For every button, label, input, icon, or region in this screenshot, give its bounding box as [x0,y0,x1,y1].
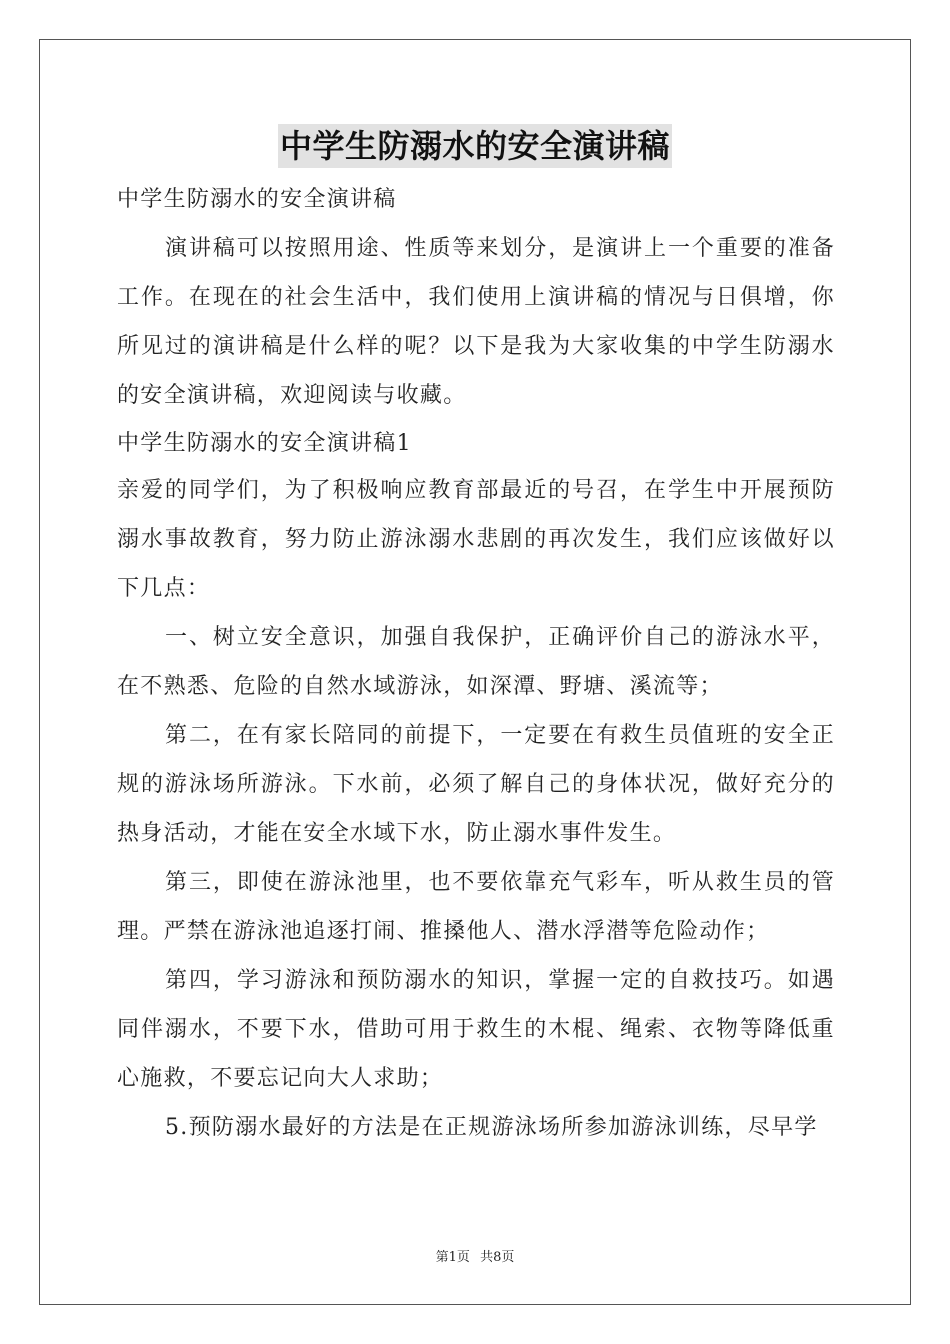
document-title: 中学生防溺水的安全演讲稿 [278,124,672,168]
body-paragraph-1: 亲爱的同学们，为了积极响应教育部最近的号召，在学生中开展预防溺水事故教育，努力防止游泳溺水悲剧的再次发生，我们应该做好以下几点： [117,478,835,601]
body-paragraph-3: 第二，在有家长陪同的前提下，一定要在有救生员值班的安全正规的游泳场所游泳。下水前，必须了解自己的身体状况，做好充分的热身活动，才能在安全水域下水，防止溺水事件发生。 [117,723,835,846]
body-paragraph-4: 第三，即使在游泳池里，也不要依靠充气彩车，听从救生员的管理。严禁在游泳池追逐打闹、推搡他人、潜水浮潜等危险动作； [117,870,835,944]
page-number-total: 共8页 [480,1250,515,1265]
document-body [117,178,835,1152]
body-paragraph-6: 5.预防溺水最好的方法是在正规游泳场所参加游泳训练，尽早学 [165,1115,818,1140]
body-paragraph-5: 第四，学习游泳和预防溺水的知识，掌握一定的自救技巧。如遇同伴溺水，不要下水，借助可用于救生的木棍、绳索、衣物等降低重心施救，不要忘记向大人求助； [117,968,835,1091]
page-number-current: 第1页 [435,1250,470,1265]
page-footer [0,1246,950,1265]
section-heading: 中学生防溺水的安全演讲稿1 [117,431,412,456]
intro-paragraph: 演讲稿可以按照用途、性质等来划分，是演讲上一个重要的准备工作。在现在的社会生活中，我们使用上演讲稿的情况与日俱增，你所见过的演讲稿是什么样的呢？以下是我为大家收集的中学生防溺水的安全演讲稿，欢迎阅读与收藏。 [117,236,835,408]
document-subtitle: 中学生防溺水的安全演讲稿 [117,187,397,212]
body-paragraph-2: 一、树立安全意识，加强自我保护，正确评价自己的游泳水平，在不熟悉、危险的自然水域游泳，如深潭、野塘、溪流等； [117,625,835,699]
title-container [0,124,950,168]
